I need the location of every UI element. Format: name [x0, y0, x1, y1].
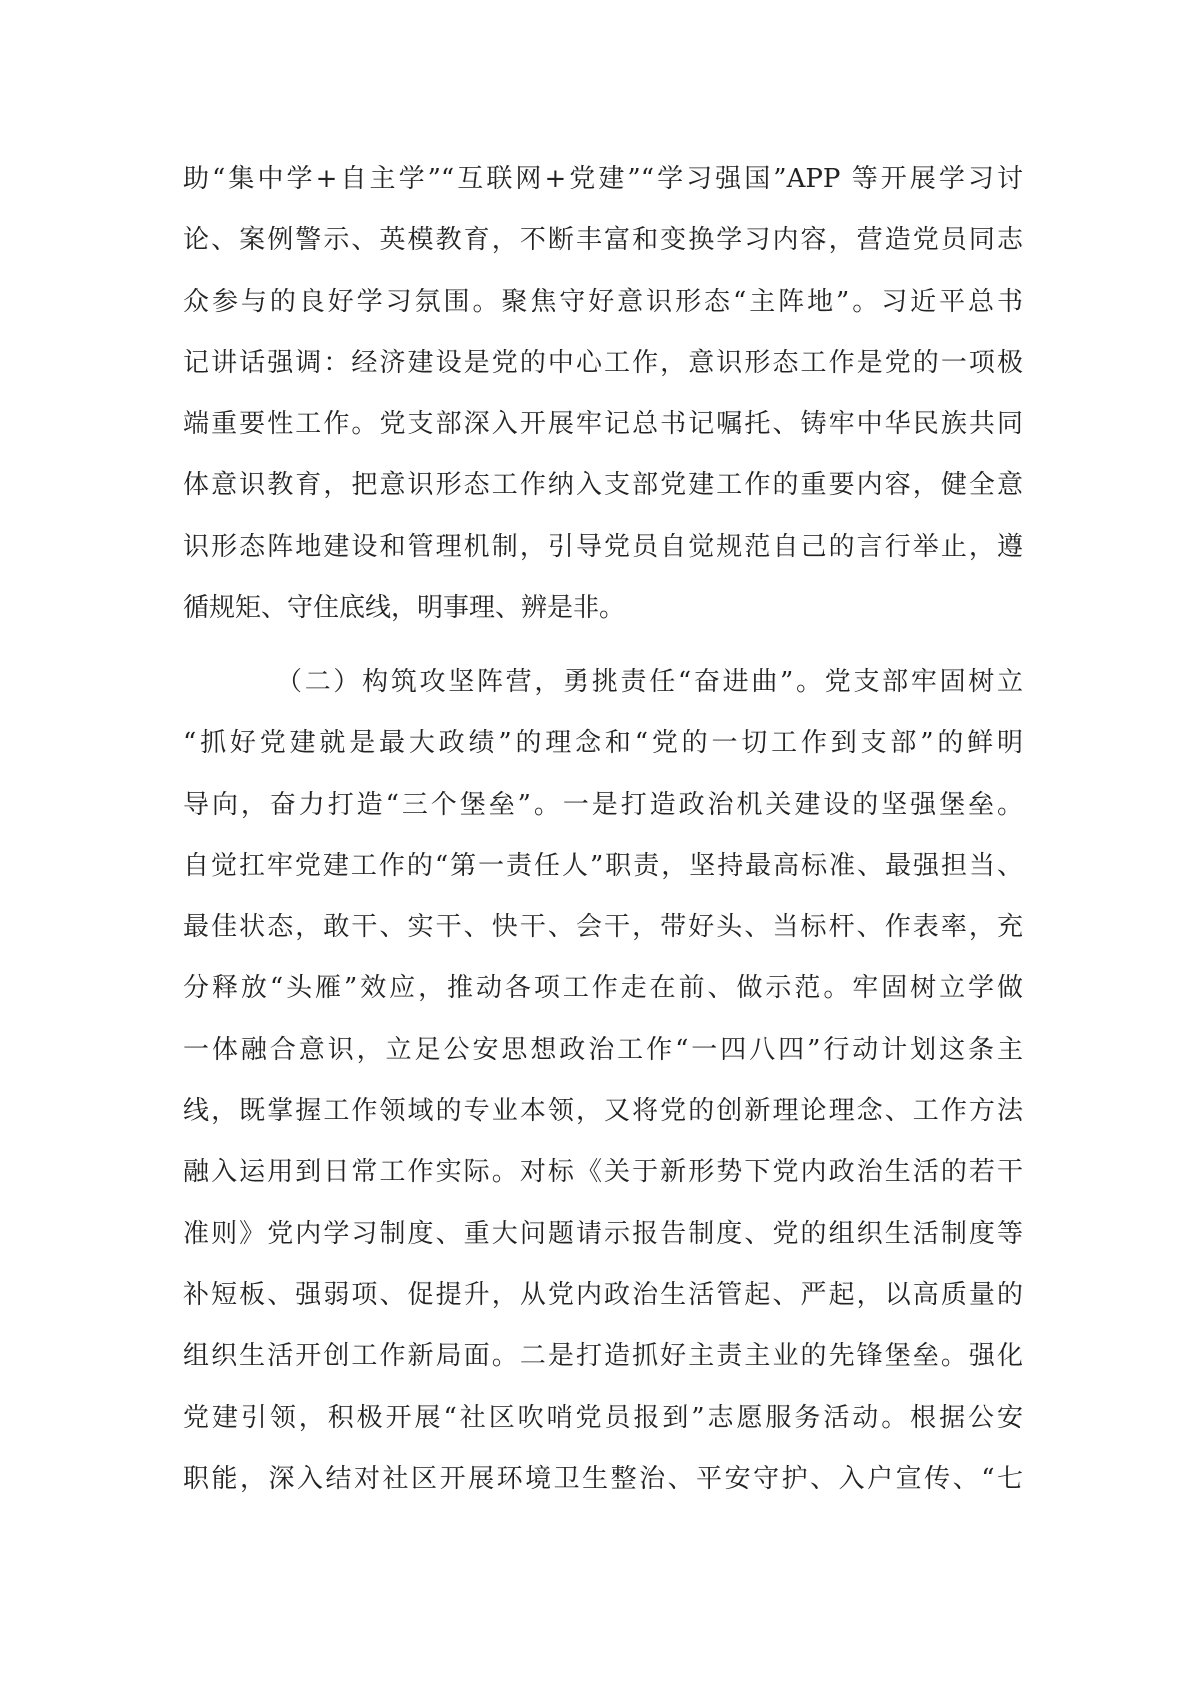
text-line: 论、案例警示、英模教育，不断丰富和变换学习内容，营造党员同志	[183, 225, 1023, 256]
text-line: 职能，深入结对社区开展环境卫生整治、平安守护、入户宣传、“七	[183, 1463, 1023, 1494]
text-line: 导向，奋力打造“三个堡垒”。一是打造政治机关建设的坚强堡垒。	[183, 789, 1023, 820]
text-line: 准则》党内学习制度、重大问题请示报告制度、党的组织生活制度等	[183, 1218, 1023, 1249]
text-line: 融入运用到日常工作实际。对标《关于新形势下党内政治生活的若干	[183, 1157, 1023, 1188]
text-line: 识形态阵地建设和管理机制，引导党员自觉规范自己的言行举止，遵	[183, 531, 1023, 562]
text-line: 线，既掌握工作领域的专业本领，又将党的创新理论理念、工作方法	[183, 1096, 1023, 1127]
text-line: 一体融合意识，立足公安思想政治工作“一四八四”行动计划这条主	[183, 1034, 1023, 1065]
text-line: 体意识教育，把意识形态工作纳入支部党建工作的重要内容，健全意	[183, 470, 1023, 501]
text-line: 分释放“头雁”效应，推动各项工作走在前、做示范。牢固树立学做	[183, 973, 1023, 1004]
text-line: 最佳状态，敢干、实干、快干、会干，带好头、当标杆、作表率，充	[183, 912, 1023, 943]
text-line: 记讲话强调：经济建设是党的中心工作，意识形态工作是党的一项极	[183, 347, 1023, 378]
text-line: 党建引领，积极开展“社区吹哨党员报到”志愿服务活动。根据公安	[183, 1402, 1023, 1433]
text-line: 自觉扛牢党建工作的“第一责任人”职责，坚持最高标准、最强担当、	[183, 850, 1023, 881]
text-line: 组织生活开创工作新局面。二是打造抓好主责主业的先锋堡垒。强化	[183, 1341, 1023, 1372]
text-line: 众参与的良好学习氛围。聚焦守好意识形态“主阵地”。习近平总书	[183, 286, 1023, 317]
text-line-first: （二）构筑攻坚阵营，勇挑责任“奋进曲”。党支部牢固树立	[276, 667, 1023, 697]
paragraph-2	[183, 652, 1023, 1510]
text-line: 助“集中学+自主学”“互联网+党建”“学习强国”APP 等开展学习讨	[183, 164, 1023, 194]
text-line: 端重要性工作。党支部深入开展牢记总书记嘱托、铸牢中华民族共同	[183, 409, 1023, 440]
paragraph-1	[183, 149, 1023, 639]
text-line: 循规矩、守住底线，明事理、辨是非。	[183, 593, 626, 624]
text-line: “抓好党建就是最大政绩”的理念和“党的一切工作到支部”的鲜明	[183, 728, 1023, 759]
text-line: 补短板、强弱项、促提升，从党内政治生活管起、严起，以高质量的	[183, 1279, 1023, 1310]
